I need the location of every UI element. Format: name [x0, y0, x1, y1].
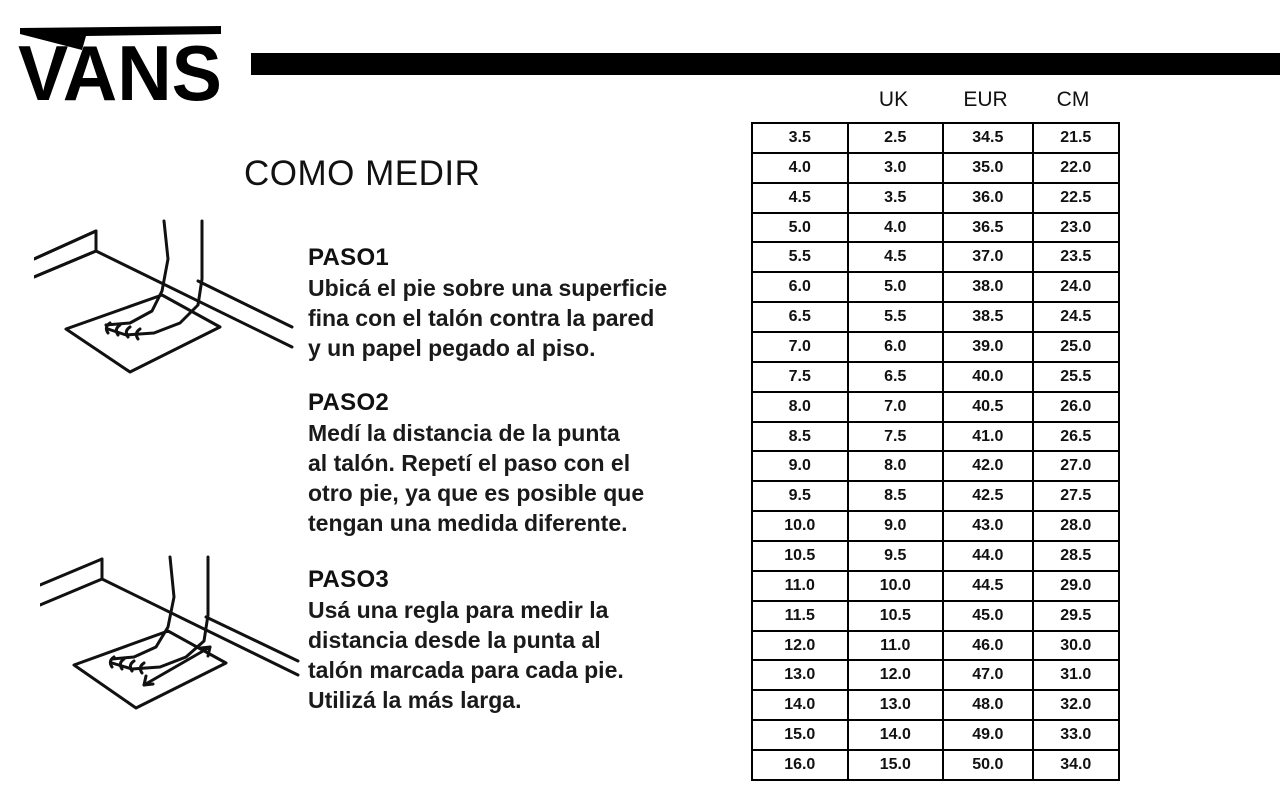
uk-size-cell: 8.5 [848, 481, 944, 511]
table-row [752, 720, 1119, 750]
step-title: PASO3 [308, 566, 390, 593]
table-row [752, 571, 1119, 601]
cm-size-cell: 29.5 [1033, 601, 1119, 631]
step-line: fina con el talón contra la pared [308, 305, 655, 331]
uk-size-cell: 15.0 [848, 750, 944, 780]
cm-size-cell: 24.5 [1033, 302, 1119, 332]
eur-size-cell: 44.0 [943, 541, 1032, 571]
table-row [752, 422, 1119, 452]
eur-size-cell: 47.0 [943, 660, 1032, 690]
us-size-cell: 16.0 [752, 750, 848, 780]
uk-size-cell: 6.5 [848, 362, 944, 392]
eur-size-cell: 45.0 [943, 601, 1032, 631]
cm-size-cell: 32.0 [1033, 690, 1119, 720]
step-line: al talón. Repetí el paso con el [308, 450, 631, 476]
uk-size-cell: 4.5 [848, 242, 944, 272]
cm-size-cell: 33.0 [1033, 720, 1119, 750]
uk-size-cell: 11.0 [848, 631, 944, 661]
eur-size-cell: 49.0 [943, 720, 1032, 750]
us-size-cell: 7.0 [752, 332, 848, 362]
uk-size-cell: 2.5 [848, 123, 944, 153]
cm-size-cell: 25.5 [1033, 362, 1119, 392]
us-size-cell: 10.0 [752, 511, 848, 541]
cm-size-cell: 28.0 [1033, 511, 1119, 541]
uk-size-cell: 7.5 [848, 422, 944, 452]
eur-size-cell: 48.0 [943, 690, 1032, 720]
us-size-cell: 12.0 [752, 631, 848, 661]
us-size-cell: 8.5 [752, 422, 848, 452]
header-bar [251, 53, 1280, 75]
uk-size-cell: 7.0 [848, 392, 944, 422]
cm-size-cell: 27.0 [1033, 451, 1119, 481]
size-chart-table [751, 122, 1120, 781]
table-row [752, 123, 1119, 153]
uk-size-cell: 5.0 [848, 272, 944, 302]
uk-size-cell: 3.5 [848, 183, 944, 213]
uk-size-cell: 6.0 [848, 332, 944, 362]
cm-size-cell: 22.0 [1033, 153, 1119, 183]
step-line: Ubicá el pie sobre una superficie [308, 275, 668, 301]
step-2 [308, 388, 708, 538]
header-cm: CM [1056, 88, 1090, 111]
eur-size-cell: 38.5 [943, 302, 1032, 332]
us-size-cell: 5.5 [752, 242, 848, 272]
eur-size-cell: 44.5 [943, 571, 1032, 601]
eur-size-cell: 37.0 [943, 242, 1032, 272]
cm-size-cell: 25.0 [1033, 332, 1119, 362]
us-size-cell: 8.0 [752, 392, 848, 422]
table-row [752, 631, 1119, 661]
eur-size-cell: 41.0 [943, 422, 1032, 452]
table-row [752, 451, 1119, 481]
cm-size-cell: 23.5 [1033, 242, 1119, 272]
step-line: Usá una regla para medir la [308, 597, 609, 623]
step-line: otro pie, ya que es posible que [308, 480, 645, 506]
us-size-cell: 11.0 [752, 571, 848, 601]
step-line: distancia desde la punta al [308, 627, 601, 653]
eur-size-cell: 42.0 [943, 451, 1032, 481]
us-size-cell: 6.0 [752, 272, 848, 302]
cm-size-cell: 21.5 [1033, 123, 1119, 153]
eur-size-cell: 40.5 [943, 392, 1032, 422]
foot-on-paper-against-wall-icon [34, 219, 294, 379]
header-uk: UK [878, 88, 909, 111]
step-line: talón marcada para cada pie. [308, 657, 624, 683]
us-size-cell: 9.0 [752, 451, 848, 481]
table-row [752, 660, 1119, 690]
eur-size-cell: 36.5 [943, 213, 1032, 243]
header-eur: EUR [963, 88, 1008, 111]
uk-size-cell: 3.0 [848, 153, 944, 183]
eur-size-cell: 35.0 [943, 153, 1032, 183]
cm-size-cell: 26.5 [1033, 422, 1119, 452]
us-size-cell: 3.5 [752, 123, 848, 153]
vans-logo [16, 20, 226, 108]
size-chart-headers [751, 88, 1119, 118]
step-3 [308, 565, 708, 715]
eur-size-cell: 50.0 [943, 750, 1032, 780]
cm-size-cell: 34.0 [1033, 750, 1119, 780]
us-size-cell: 6.5 [752, 302, 848, 332]
step-text [308, 418, 708, 538]
table-row [752, 272, 1119, 302]
uk-size-cell: 10.5 [848, 601, 944, 631]
step-line: Medí la distancia de la punta [308, 420, 620, 446]
cm-size-cell: 24.0 [1033, 272, 1119, 302]
table-row [752, 183, 1119, 213]
uk-size-cell: 12.0 [848, 660, 944, 690]
eur-size-cell: 39.0 [943, 332, 1032, 362]
us-size-cell: 14.0 [752, 690, 848, 720]
cm-size-cell: 23.0 [1033, 213, 1119, 243]
us-size-cell: 4.5 [752, 183, 848, 213]
table-row [752, 242, 1119, 272]
step-text [308, 273, 708, 363]
table-row [752, 541, 1119, 571]
uk-size-cell: 5.5 [848, 302, 944, 332]
uk-size-cell: 14.0 [848, 720, 944, 750]
table-row [752, 690, 1119, 720]
us-size-cell: 10.5 [752, 541, 848, 571]
step-title: PASO2 [308, 389, 390, 416]
uk-size-cell: 4.0 [848, 213, 944, 243]
us-size-cell: 4.0 [752, 153, 848, 183]
table-row [752, 601, 1119, 631]
cm-size-cell: 29.0 [1033, 571, 1119, 601]
eur-size-cell: 38.0 [943, 272, 1032, 302]
uk-size-cell: 13.0 [848, 690, 944, 720]
us-size-cell: 9.5 [752, 481, 848, 511]
us-size-cell: 15.0 [752, 720, 848, 750]
cm-size-cell: 26.0 [1033, 392, 1119, 422]
step-line: Utilizá la más larga. [308, 687, 522, 713]
cm-size-cell: 28.5 [1033, 541, 1119, 571]
table-row [752, 481, 1119, 511]
cm-size-cell: 30.0 [1033, 631, 1119, 661]
cm-size-cell: 31.0 [1033, 660, 1119, 690]
us-size-cell: 13.0 [752, 660, 848, 690]
eur-size-cell: 46.0 [943, 631, 1032, 661]
step-text [308, 595, 708, 715]
uk-size-cell: 9.5 [848, 541, 944, 571]
table-row [752, 392, 1119, 422]
table-row [752, 153, 1119, 183]
us-size-cell: 11.5 [752, 601, 848, 631]
page-title: COMO MEDIR [244, 154, 481, 193]
table-row [752, 302, 1119, 332]
uk-size-cell: 10.0 [848, 571, 944, 601]
step-line: tengan una medida diferente. [308, 510, 628, 536]
uk-size-cell: 8.0 [848, 451, 944, 481]
table-row [752, 750, 1119, 780]
table-row [752, 362, 1119, 392]
eur-size-cell: 40.0 [943, 362, 1032, 392]
table-row [752, 332, 1119, 362]
step-line: y un papel pegado al piso. [308, 335, 596, 361]
us-size-cell: 7.5 [752, 362, 848, 392]
us-size-cell: 5.0 [752, 213, 848, 243]
step-title: PASO1 [308, 244, 390, 271]
vans-logo-text: VANS [18, 29, 222, 108]
eur-size-cell: 43.0 [943, 511, 1032, 541]
eur-size-cell: 34.5 [943, 123, 1032, 153]
cm-size-cell: 22.5 [1033, 183, 1119, 213]
step-1 [308, 243, 708, 363]
uk-size-cell: 9.0 [848, 511, 944, 541]
cm-size-cell: 27.5 [1033, 481, 1119, 511]
eur-size-cell: 42.5 [943, 481, 1032, 511]
foot-measuring-with-ruler-icon [40, 555, 300, 715]
table-row [752, 213, 1119, 243]
eur-size-cell: 36.0 [943, 183, 1032, 213]
table-row [752, 511, 1119, 541]
